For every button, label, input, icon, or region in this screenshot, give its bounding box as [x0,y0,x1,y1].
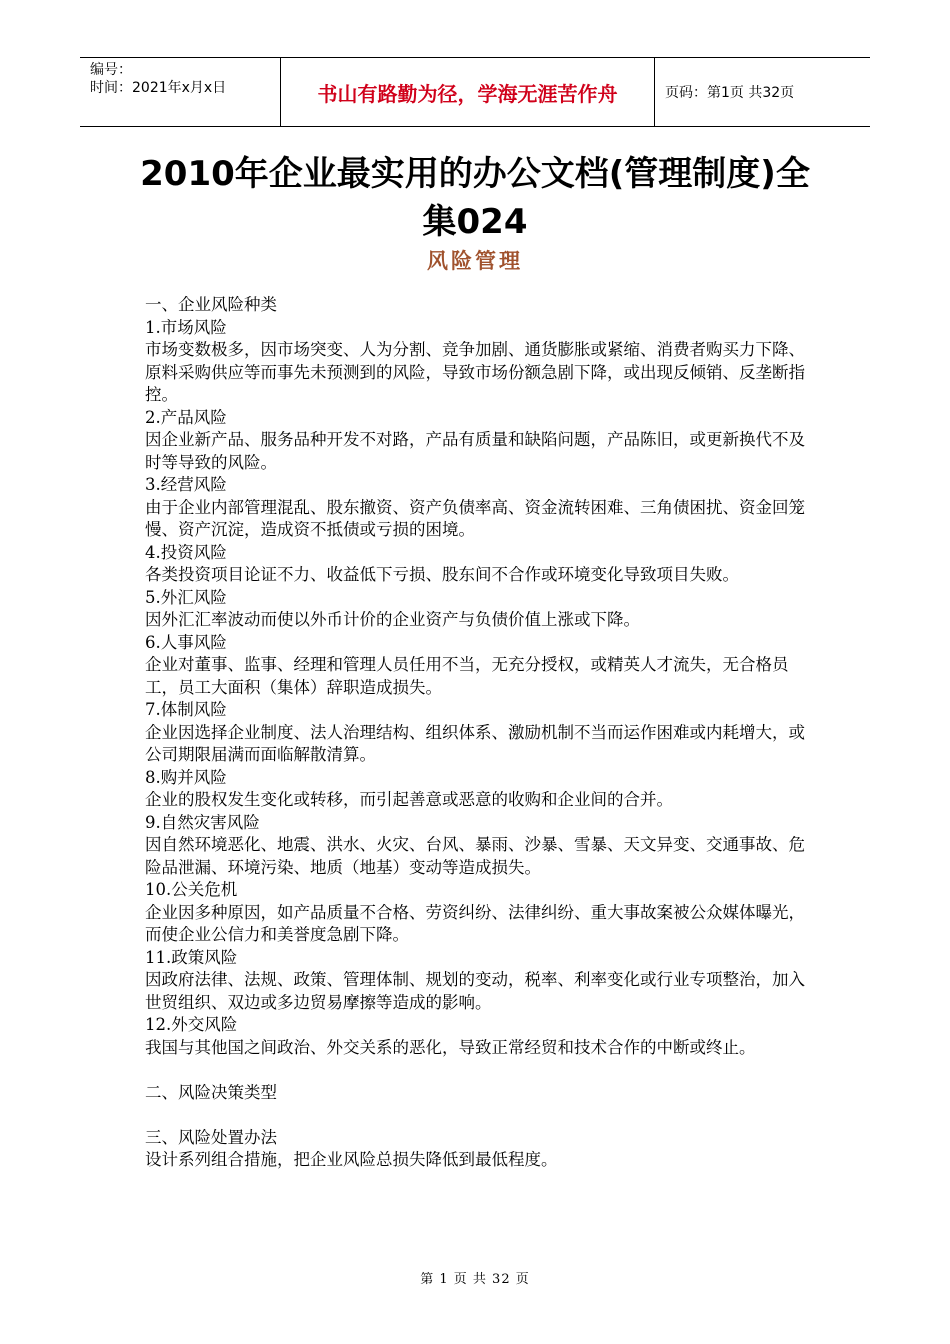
page-footer: 第 1 页 共 32 页 [420,1272,530,1287]
item-heading: 10.公关危机 [145,880,238,899]
item-body: 因外汇汇率波动而使以外币计价的企业资产与负债价值上涨或下降。 [145,610,640,629]
document-title: 2010年企业最实用的办公文档(管理制度)全集024 [140,154,810,242]
document-subtitle: 风险管理 [427,249,523,273]
item-heading: 9.自然灾害风险 [145,812,260,832]
section-heading: 二、风险决策类型 [145,1082,277,1102]
item-heading: 4.投资风险 [145,542,227,562]
spacer [145,1059,810,1082]
item-heading: 1.市场风险 [145,317,227,337]
document-body [145,294,810,1172]
item-body: 企业对董事、监事、经理和管理人员任用不当，无充分授权，或精英人才流失，无合格员工，员工大面积（集体）辞职造成损失。 [145,655,789,697]
item-body: 我国与其他国之间政治、外交关系的恶化，导致正常经贸和技术合作的中断或终止。 [145,1037,756,1057]
item-body: 因企业新产品、服务品种开发不对路，产品有质量和缺陷问题，产品陈旧，或更新换代不及时等导致的风险。 [145,430,805,472]
item-body: 因自然环境恶化、地震、洪水、火灾、台风、暴雨、沙暴、雪暴、天文异变、交通事故、危险品泄漏、环境污染、地质（地基）变动等造成损失。 [145,835,805,877]
item-body: 企业的股权发生变化或转移，而引起善意或恶意的收购和企业间的合并。 [145,790,673,809]
item-body: 由于企业内部管理混乱、股东撤资、资产负债率高、资金流转困难、三角债困扰、资金回笼慢、资产沉淀，造成资不抵债或亏损的困境。 [145,497,805,539]
item-body: 企业因选择企业制度、法人治理结构、组织体系、激励机制不当而运作困难或内耗增大，或公司期限届满而面临解散清算。 [145,722,805,764]
item-body: 市场变数极多，因市场突变、人为分割、竞争加剧、通货膨胀或紧缩、消费者购买力下降、原料采购供应等而事先未预测到的风险，导致市场份额急剧下降，或出现反倾销、反垄断指控。 [145,340,805,404]
section-heading: 三、风险处置办法 [145,1127,277,1147]
item-body: 因政府法律、法规、政策、管理体制、规划的变动，税率、利率变化或行业专项整治，加入世贸组织、双边或多边贸易摩擦等造成的影响。 [145,970,805,1012]
header-page-info: 页码：第1页 共32页 [665,85,795,101]
section-body: 设计系列组合措施，把企业风险总损失降低到最低程度。 [145,1150,558,1169]
header-motto: 书山有路勤为径，学海无涯苦作舟 [281,58,655,126]
page-header [80,57,870,127]
item-body: 各类投资项目论证不力、收益低下亏损、股东间不合作或环境变化导致项目失败。 [145,565,739,584]
item-heading: 12.外交风险 [145,1015,238,1034]
item-heading: 11.政策风险 [145,947,238,967]
item-heading: 2.产品风险 [145,407,227,427]
item-heading: 3.经营风险 [145,475,227,494]
document-number-label: 编号： [90,62,132,78]
item-heading: 5.外汇风险 [145,587,227,607]
header-meta [80,58,281,126]
spacer [145,1104,810,1127]
item-heading: 8.购并风险 [145,767,227,787]
document-date: 时间：2021年x月x日 [90,80,227,96]
item-heading: 7.体制风险 [145,700,227,719]
section-heading: 一、企业风险种类 [145,295,277,314]
item-heading: 6.人事风险 [145,632,227,652]
item-body: 企业因多种原因，如产品质量不合格、劳资纠纷、法律纠纷、重大事故案被公众媒体曝光，而使企业公信力和美誉度急剧下降。 [145,902,805,944]
